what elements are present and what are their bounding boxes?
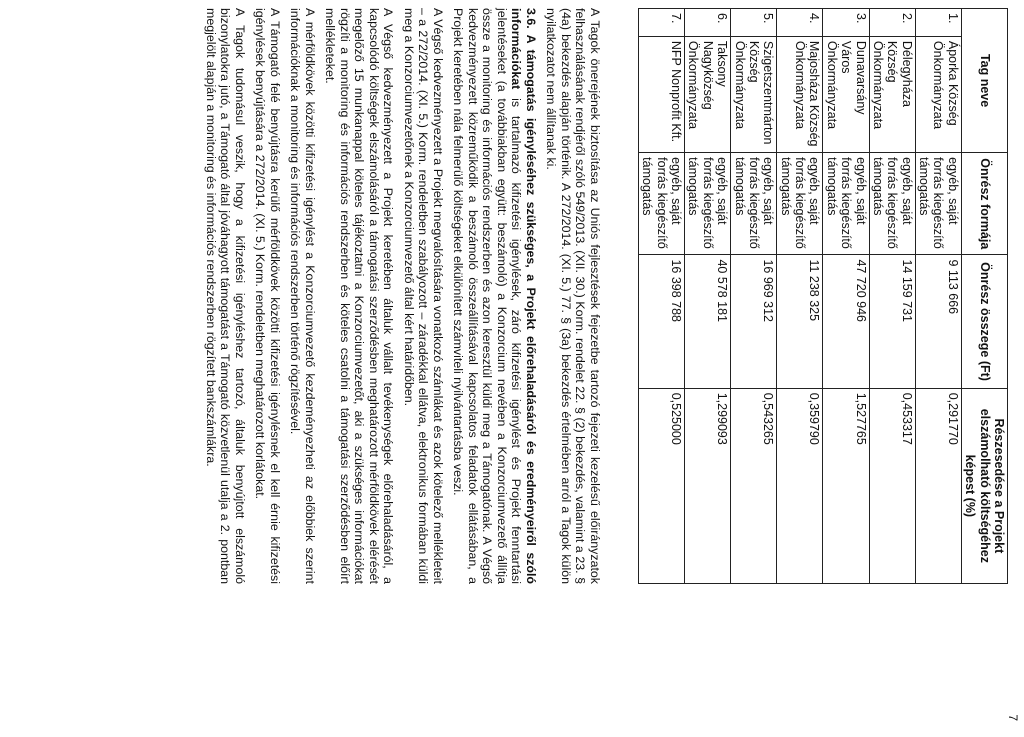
table-row [685,9,731,584]
table-row [639,9,685,584]
section-3-6-text: is tartalmazó kifizetési igénylések, záró kifizetési igénylést és Projekt fenntartási jelentéseket (a továbbiakban együtt: beszámoló) a Konzorcium nevében a Konzorciumvezető állítja össze a monitoring és információs rendszerben és azon keresztül küldi meg a Támogatónak. A Végső kedvezményezett közreműködik a beszámoló összeállításával kapcsolatos feladatok ellátásában, a Projekt keretében nála felmerülő költségeket elkülönített számviteli nyilvántartásba veszi. [451,8,524,584]
table-row [731,9,777,584]
share-percent: 1,299093 [685,388,731,583]
paragraph-direct-payment: A Tagok tudomásul veszik, hogy a kifizetési igényléshez tartozó, általuk benyújtott elszámoló bizonylatokra jutó, a Támogató által jóváhagyott támogatást a Támogató közvetlenül utalja a 2. pontban megjelölt alapján a monitoring és információs rendszerben rögzített bankszámlákra. [204,8,247,584]
contribution-form: egyéb, saját forrás kiegészítő támogatás [639,153,685,255]
share-percent: 0,291770 [915,388,961,583]
share-percent: 0,525000 [639,388,685,583]
member-name: Délegyháza Község Önkormányzata [869,36,915,152]
row-number: 1. [915,9,961,37]
row-number: 7. [639,9,685,37]
partners-own-contribution-table [638,8,1008,584]
paragraph-milestone-claims: A mérföldkövek közötti kifizetési igénylést a Konzorciumvezető kezdeményezheti az előbbiek szerint információknak a monitoring és információs rendszerben történő rögzítésével. [288,8,317,584]
share-percent: 0,359790 [777,388,823,583]
row-number: 5. [731,9,777,37]
contribution-form: egyéb, saját forrás kiegészítő támogatás [915,153,961,255]
header-share-percent: Részesedése a Projekt elszámolható költségéhez képest (%) [961,388,1007,583]
share-percent: 0,453317 [869,388,915,583]
table-row [777,9,823,584]
header-contribution-amount: Önrész összege (Ft) [961,255,1007,388]
table-row [915,9,961,584]
contribution-form: egyéb, saját forrás kiegészítő támogatás [777,153,823,255]
member-name: Áporka Község Önkormányzata [915,36,961,152]
contribution-amount: 40 578 181 [685,255,731,388]
header-member-name: Tag neve [961,9,1007,153]
contribution-form: egyéb, saját forrás kiegészítő támogatás [731,153,777,255]
row-number: 3. [823,9,869,37]
contribution-amount: 16 398 788 [639,255,685,388]
contribution-form: egyéb, saját forrás kiegészítő támogatás [685,153,731,255]
table-row [869,9,915,584]
page-number: 7 [1006,714,1020,721]
share-percent: 0,543265 [731,388,777,583]
paragraph-claim-limits: A Támogató felé benyújtásra kerülő mérföldkövek közötti kifizetési igénylésnek el kell érnie kifizetési igénylések benyújtására a 272/2014. (XI. 5.) Korm. rendeletben meghatározott korlátokat. [253,8,282,584]
contribution-amount: 9 113 666 [915,255,961,388]
row-number: 6. [685,9,731,37]
contribution-amount: 47 720 946 [823,255,869,388]
body-text [198,8,603,584]
paragraph-section-3-6 [451,8,538,584]
member-name: Taksony Nagyközség Önkormányzata [685,36,731,152]
header-contribution-form: Önrész formája [961,153,1007,255]
contribution-amount: 16 969 312 [731,255,777,388]
paragraph-progress-reporting: A Végső kedvezményezett a Projekt keretében általuk vállalt tevékenységek előrehaladásáról, a kapcsolódó költségek elszámolásáról a támogatási szerződésben meghatározott mérföldkövek elérését megelőző 15 munkanappal köteles tájékoztatni a Konzorciumvezetőt, aki a szükséges információkat rögzíti a monitoring és információs rendszerben és köteles csatolni a támogatási szerződésben előírt mellékleteket. [323,8,396,584]
member-name: Majosháza Község Önkormányzata [777,36,823,152]
contribution-amount: 11 238 325 [777,255,823,388]
contribution-amount: 14 159 731 [869,255,915,388]
table-header-row [961,9,1007,584]
table-row [823,9,869,584]
contribution-form: egyéb, saját forrás kiegészítő támogatás [823,153,869,255]
row-number: 2. [869,9,915,37]
member-name: Szigetszentmárton Község Önkormányzata [731,36,777,152]
row-number: 4. [777,9,823,37]
section-heading-3-6: 3.6. A támogatás igényléséhez szükséges, a Projekt előrehaladásáról és eredményeiről szóló információkat [509,8,538,584]
member-name: NFP Nonprofit Kft. [639,36,685,152]
paragraph-invoices: A Végső kedvezményezett a Projekt megvalósítására vonatkozó számlákat és azok kötelező mellékleteit – a 272/2014. (XI. 5.) Korm. rendeletben szabályozott – záradékkal ellátva, elektronikus formában küldi meg a Konzorciumvezetőnek a Konzorciumvezető által kért határidőben. [402,8,445,584]
share-percent: 1,527765 [823,388,869,583]
contribution-form: egyéb, saját forrás kiegészítő támogatás [869,153,915,255]
paragraph-own-contribution: A Tagok önerejének biztosítása az Uniós fejlesztések fejezetbe tartozó fejezeti kezelésű előirányzatok felhasználásának rendjéről szóló 549/2013. (XII. 30.) Korm. rendelet 22. § (2) bekezdés, valamint a 23. § (4a) bekezdés alapján történik. A 272/2014. (XI. 5.) 77. § (3a) bekezdés értelmében arról a Tagok külön nyilatkozatot nem állítanak ki. [544,8,602,584]
member-name: Dunavarsány Város Önkormányzata [823,36,869,152]
